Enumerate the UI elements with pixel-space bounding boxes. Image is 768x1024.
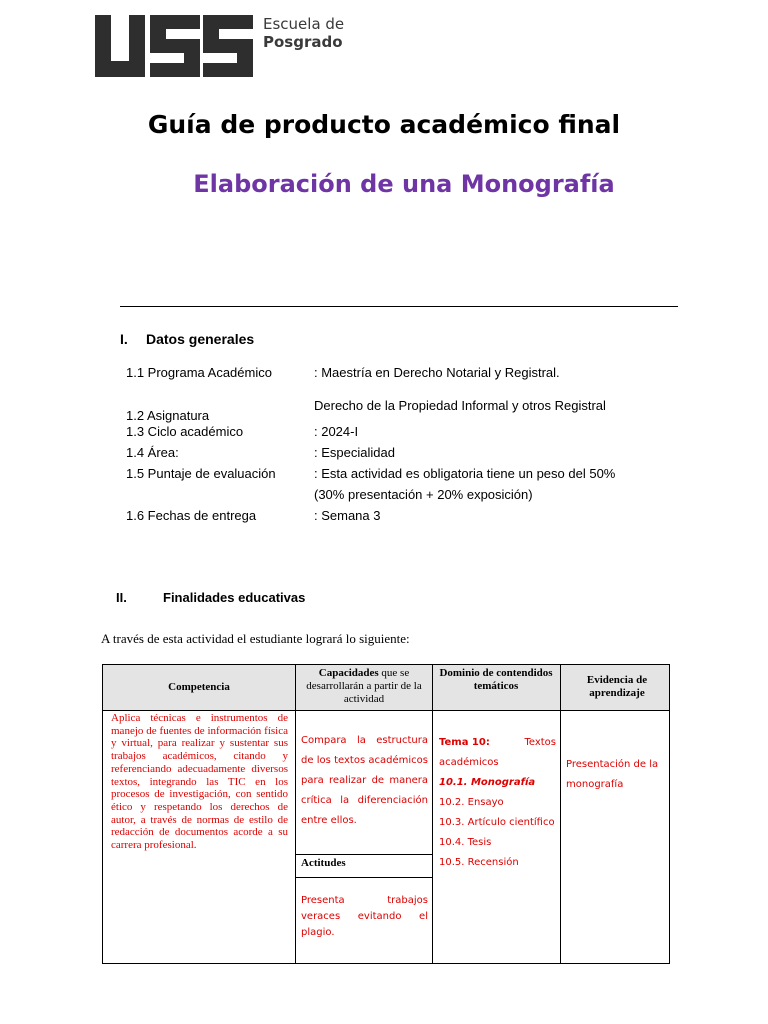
uss-logo-mark (95, 15, 255, 79)
page-title: Guía de producto académico final (147, 110, 621, 139)
header-dominio: Dominio de contendidos temáticos (439, 667, 553, 692)
capacidades-text: Compara la estructura de los textos académicos para realizar de manera crítica la diferenciación entre ellos. (301, 735, 428, 826)
competencia-text: Aplica técnicas e instrumentos de manejo de fuentes de información física y virtual, para realizar y sustentar sus trabajos académicos, citando y referenciando adecuadamente diversos textos, integrando las TIC en los procesos de investigación, con sentido ético y respetando los derechos de autor, a través de normas de estilo de redacción de documentos acorde a su carrera profesional. (111, 712, 288, 852)
general-value: : Semana 3 (314, 508, 381, 523)
general-value: : Maestría en Derecho Notarial y Registral. (314, 365, 560, 380)
tema-text-2: académicos (439, 757, 499, 768)
divider (120, 306, 678, 307)
general-value: Derecho de la Propiedad Informal y otros Registral (314, 398, 606, 413)
table-col-divider (295, 665, 296, 963)
header-evidencia: Evidencia de aprendizaje (586, 674, 648, 699)
general-value: : Esta actividad es obligatoria tiene un peso del 50% (314, 466, 616, 481)
intro-text: A través de esta actividad el estudiante logrará lo siguiente: (101, 631, 410, 646)
general-value: (30% presentación + 20% exposición) (314, 487, 533, 502)
page-subtitle: Elaboración de una Monografía (193, 170, 615, 198)
logo-subtitle (263, 15, 344, 51)
subtema-item: 10.4. Tesis (439, 837, 492, 848)
section1-title: Datos generales (146, 331, 255, 347)
table-col-divider (560, 665, 561, 963)
table-col-divider (432, 665, 433, 963)
general-value: : 2024-I (314, 424, 359, 439)
table-row-divider (295, 854, 432, 855)
table-header-divider (103, 710, 669, 711)
actitudes-text: Presenta trabajos veraces evitando el plagio. (301, 895, 428, 938)
section2-number: II. (116, 590, 127, 605)
logo-line1: Escuela de (263, 15, 345, 33)
table-row-divider (295, 877, 432, 878)
actitudes-label: Actitudes (301, 857, 346, 869)
logo-line2: Posgrado (263, 33, 343, 51)
header-competencia: Competencia (168, 681, 230, 693)
general-label: 1.5 Puntaje de evaluación (126, 466, 276, 481)
tema-text-1: Textos (524, 737, 556, 748)
general-label: 1.1 Programa Académico (126, 365, 272, 380)
general-label: 1.6 Fechas de entrega (126, 508, 257, 523)
header-capacidades: Capacidades que se desarrollarán a partir de la actividad (306, 667, 422, 705)
subtema-item: 10.5. Recensión (439, 857, 519, 868)
tema-label: Tema 10: (439, 737, 490, 748)
general-label: 1.3 Ciclo académico (126, 424, 244, 439)
section1-number: I. (120, 331, 128, 347)
tema-block (439, 733, 556, 873)
subtema-item: 10.1. Monografía (439, 777, 536, 788)
general-value: : Especialidad (314, 445, 395, 460)
subtema-item: 10.2. Ensayo (439, 797, 504, 808)
subtema-item: 10.3. Artículo científico (439, 817, 555, 828)
general-label: 1.2 Asignatura (126, 408, 210, 423)
evidencia-text: Presentación de la monografía (566, 759, 659, 790)
general-label: 1.4 Área: (126, 445, 179, 460)
educational-goals-table (102, 664, 670, 964)
section2-title: Finalidades educativas (163, 590, 306, 605)
